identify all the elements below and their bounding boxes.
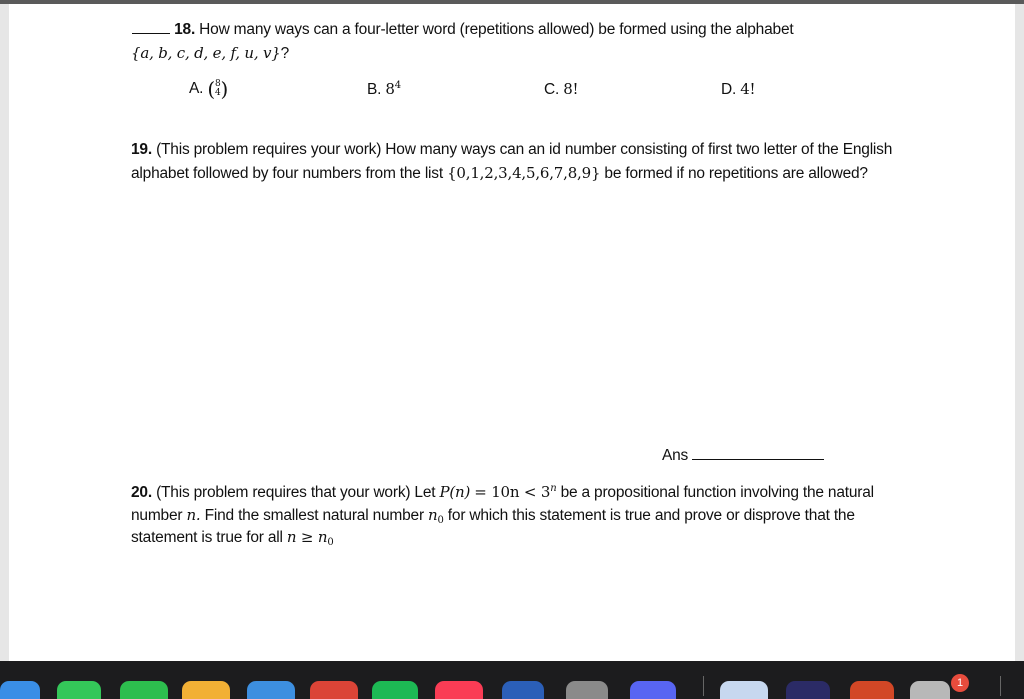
question-18-set-line: [131, 42, 289, 65]
document-page: [9, 4, 1015, 661]
answer-blank-19: [692, 445, 824, 460]
powerpoint-icon[interactable]: [850, 681, 894, 699]
answer-line: [662, 445, 824, 467]
condition: n ≥ n: [286, 528, 328, 546]
printer-icon[interactable]: [910, 681, 950, 699]
option-d-value: 4!: [740, 80, 756, 98]
option-d-letter: D.: [721, 81, 737, 98]
logic-icon[interactable]: [566, 681, 608, 699]
music-icon[interactable]: [435, 681, 483, 699]
binom-bottom: 4: [214, 87, 221, 98]
question-19-line2: [131, 162, 868, 185]
digit-list: {0,1,2,3,4,5,6,7,8,9}: [447, 164, 601, 182]
finder-window-icon[interactable]: [720, 681, 768, 699]
messages-icon[interactable]: [57, 681, 101, 699]
spotify-icon[interactable]: [372, 681, 418, 699]
option-b: [367, 78, 401, 101]
binom-top: 8: [214, 78, 221, 89]
question-20-text-1b: be a propositional function involving the natural: [560, 484, 874, 501]
question-20-line1: [131, 481, 874, 504]
question-20-text-2c: for which this statement is true and prove or disprove that the: [447, 507, 855, 524]
option-c-letter: C.: [544, 81, 560, 98]
condition-subscript: 0: [327, 537, 334, 548]
question-19-text: (This problem requires your work) How many ways can an id number consisting of first two letter of the English: [156, 141, 893, 158]
option-d: [721, 78, 755, 101]
variable-n0: n: [428, 506, 438, 524]
variable-n: n.: [186, 506, 201, 524]
chrome-icon[interactable]: [310, 681, 358, 699]
discord-icon[interactable]: [630, 681, 676, 699]
notification-badge: 1: [951, 674, 969, 692]
option-c-value: 8!: [563, 80, 579, 98]
answer-label: Ans: [662, 447, 689, 464]
option-c: [544, 78, 578, 101]
variable-n0-subscript: 0: [437, 515, 444, 526]
dock-separator-right: [1000, 676, 1001, 696]
question-20-line3: [131, 526, 334, 549]
option-b-letter: B.: [367, 81, 382, 98]
answer-blank-18: [132, 19, 170, 34]
question-20-text-1a: (This problem requires that your work) Let: [156, 484, 436, 501]
question-18: [132, 19, 793, 41]
option-a-letter: A.: [189, 80, 204, 97]
mail-icon[interactable]: [0, 681, 40, 699]
question-mark: ?: [280, 45, 290, 62]
question-20-text-2b: Find the smallest natural number: [204, 507, 424, 524]
photos-icon[interactable]: [182, 681, 230, 699]
inequality: = 10n < 3: [474, 483, 551, 501]
question-20-number: 20.: [131, 484, 152, 501]
question-19-line1: [131, 139, 892, 161]
question-19-number: 19.: [131, 141, 152, 158]
binomial-coefficient: ( 8 4 ): [207, 76, 229, 101]
intellij-icon[interactable]: [786, 681, 830, 699]
question-20-text-3a: statement is true for all: [131, 529, 283, 546]
question-18-text: How many ways can a four-letter word (repetitions allowed) be formed using the alphabet: [199, 21, 794, 38]
safari-icon[interactable]: [247, 681, 295, 699]
dock-separator: [703, 676, 704, 696]
question-19-text-2a: alphabet followed by four numbers from the list: [131, 165, 443, 182]
word-icon[interactable]: [502, 681, 544, 699]
alphabet-set: {a, b, c, d, e, f, u, v}: [131, 44, 281, 62]
question-19-text-2b: be formed if no repetitions are allowed?: [604, 165, 868, 182]
option-b-exponent: 4: [394, 80, 401, 91]
inequality-exponent: n: [550, 483, 557, 494]
propositional-function: P(n): [439, 483, 471, 501]
facetime-icon[interactable]: [120, 681, 168, 699]
option-b-base: 8: [385, 80, 395, 98]
option-a: [189, 78, 228, 100]
question-18-number: 18.: [174, 21, 196, 38]
question-20-text-2a: number: [131, 507, 183, 524]
question-20-line2: [131, 504, 855, 527]
